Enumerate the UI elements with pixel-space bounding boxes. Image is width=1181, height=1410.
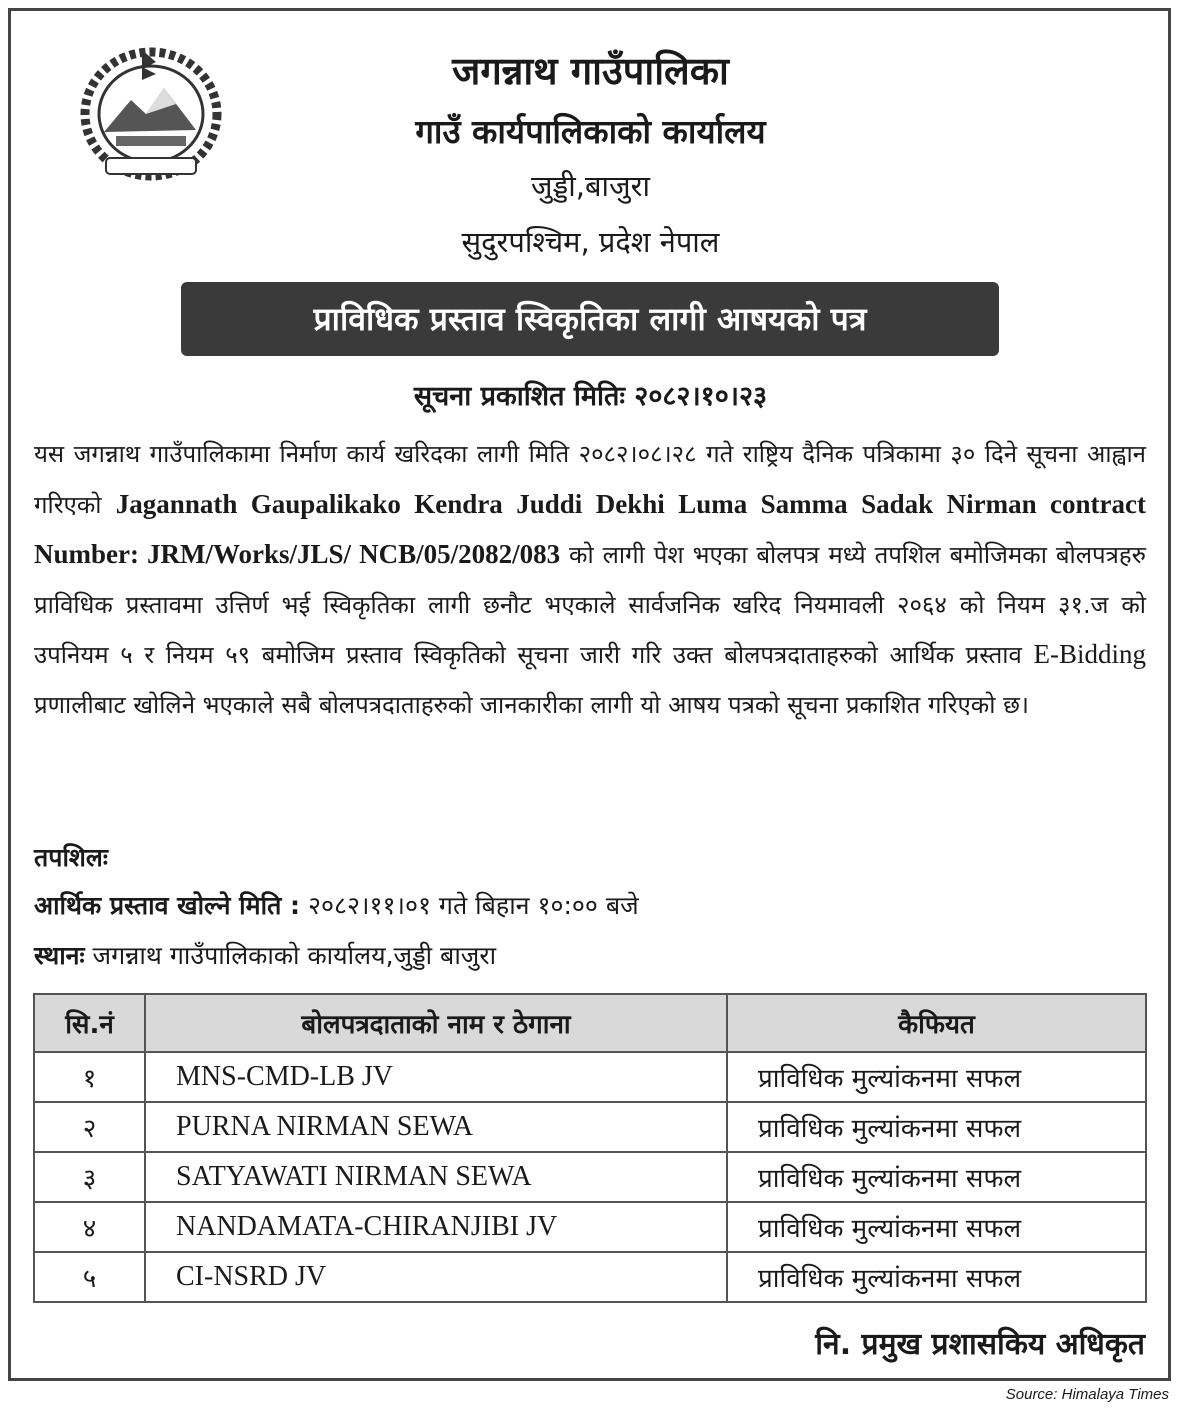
venue xyxy=(34,938,496,972)
office-location: जुड्डी,बाजुरा xyxy=(531,169,650,203)
table-row xyxy=(34,1052,1146,1102)
province: सुदुरपश्चिम, प्रदेश नेपाल xyxy=(461,225,720,259)
row-remark: प्राविधिक मुल्यांकनमा सफल xyxy=(727,1152,1146,1202)
opening-value: २०८२।११।०१ गते बिहान १०:०० बजे xyxy=(300,891,639,920)
row-bidder: NANDAMATA-CHIRANJIBI JV xyxy=(145,1202,727,1252)
details-heading: तपशिलः xyxy=(34,843,108,872)
notice-title-banner: प्राविधिक प्रस्ताव स्विकृतिका लागी आषयको पत्र xyxy=(181,282,999,356)
header-name: बोलपत्रदाताको नाम र ठेगाना xyxy=(145,994,727,1052)
row-remark: प्राविधिक मुल्यांकनमा सफल xyxy=(727,1252,1146,1302)
notice-body xyxy=(34,430,1146,731)
ebidding-text: E-Bidding xyxy=(1033,639,1146,670)
opening-date xyxy=(34,888,639,922)
header-sn: सि.नं xyxy=(34,994,145,1052)
row-bidder: MNS-CMD-LB JV xyxy=(145,1052,727,1102)
signatory-title: नि. प्रमुख प्रशासकिय अधिकृत xyxy=(815,1327,1145,1362)
header-remark: कैफियत xyxy=(727,994,1146,1052)
project-name: Jagannath Gaupalikako Kendra Juddi Dekhi Luma Samma Sadak Nirman contract Number: JRM/Works/JLS/ NCB/05/2082/083 xyxy=(34,488,1146,570)
source-credit: Source: Himalaya Times xyxy=(1005,1386,1169,1403)
opening-label: आर्थिक प्रस्ताव खोल्ने मिति : xyxy=(34,891,301,920)
published-date: सूचना प्रकाशित मितिः २०८२।१०।२३ xyxy=(413,381,768,412)
row-sn: ४ xyxy=(34,1202,145,1252)
row-bidder: PURNA NIRMAN SEWA xyxy=(145,1102,727,1152)
body-text-3: प्रणालीबाट खोलिने भएकाले सबै बोलपत्रदाताहरुको जानकारीका लागी यो आषय पत्रको सूचना प्रकाशित गरिएको छ। xyxy=(34,690,1029,719)
row-bidder: CI-NSRD JV xyxy=(145,1252,727,1302)
table-row xyxy=(34,1152,1146,1202)
row-sn: २ xyxy=(34,1102,145,1152)
org-name: जगन्नाथ गाउँपालिका xyxy=(452,49,729,93)
venue-label: स्थानः xyxy=(34,941,85,970)
row-remark: प्राविधिक मुल्यांकनमा सफल xyxy=(727,1052,1146,1102)
table-row xyxy=(34,1102,1146,1152)
bidders-table xyxy=(33,993,1147,1303)
row-sn: १ xyxy=(34,1052,145,1102)
row-bidder: SATYAWATI NIRMAN SEWA xyxy=(145,1152,727,1202)
row-sn: ३ xyxy=(34,1152,145,1202)
venue-value: जगन्नाथ गाउँपालिकाको कार्यालय,जुड्डी बाजुरा xyxy=(84,941,497,970)
row-remark: प्राविधिक मुल्यांकनमा सफल xyxy=(727,1202,1146,1252)
office-name: गाउँ कार्यपालिकाको कार्यालय xyxy=(415,112,766,151)
table-row xyxy=(34,1202,1146,1252)
body-text-1: यस जगन्नाथ गाउँपालिकामा निर्माण कार्य खरिदका लागी मिति २०८२।०८।२८ गते राष्ट्रिय दैनिक पत्रिकामा ३० दिने सूचना आह्वान गरिएको xyxy=(34,440,1146,519)
table-row xyxy=(34,1252,1146,1302)
body-text-2: को लागी पेश भएका बोलपत्र मध्ये तपशिल बमोजिमका बोलपत्रहरु प्राविधिक प्रस्तावमा उत्तिर्ण भई स्विकृतिका लागी छनौट भएकाले सार्वजनिक खरिद नियमावली २०६४ को नियम ३१.ज को उपनियम ५ र नियम ५९ बमोजिम प्रस्ताव स्विकृतिको सूचना जारी गरि उक्त बोलपत्रदाताहरुको आर्थिक प्रस्ताव xyxy=(34,541,1147,670)
row-remark: प्राविधिक मुल्यांकनमा सफल xyxy=(727,1102,1146,1152)
row-sn: ५ xyxy=(34,1252,145,1302)
table-header-row xyxy=(34,994,1146,1052)
